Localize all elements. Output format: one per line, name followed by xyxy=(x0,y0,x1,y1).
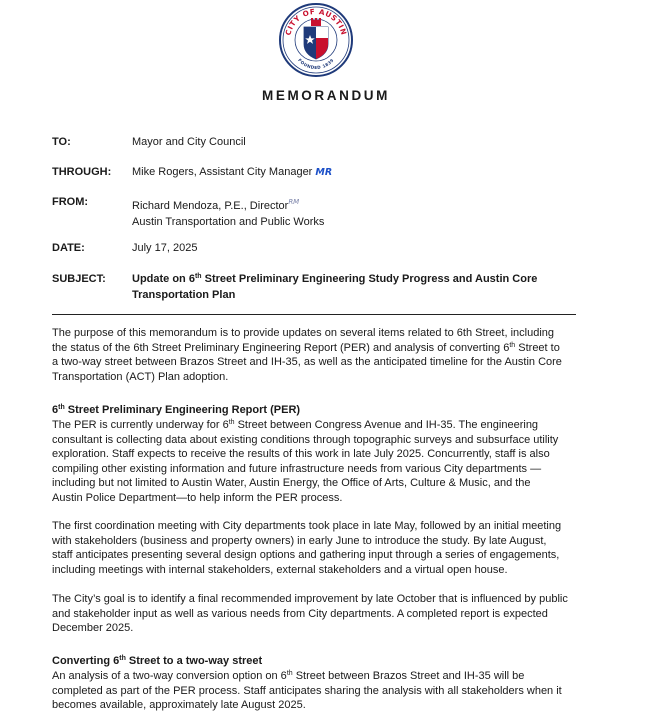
two-way-heading-sup: th xyxy=(119,655,126,662)
per-p2-line-4: including meetings with internal stakeholders, external stakeholders and a virtual open house. xyxy=(52,563,508,576)
two-way-heading-a: Converting 6 xyxy=(52,655,120,667)
two-way-line-1a: An analysis of a two-way conversion option on 6 xyxy=(52,670,287,682)
through-initials: MR xyxy=(315,167,333,178)
per-p1-line-1b: Street between Congress Avenue and IH-35. The engineering xyxy=(234,419,539,431)
from-value xyxy=(132,194,552,230)
per-p1-line-6: Austin Police Department—to help inform the PER process. xyxy=(52,491,343,504)
per-p1-line-1a: The PER is currently underway for 6 xyxy=(52,419,229,431)
two-way-sup: th xyxy=(286,670,293,677)
intro-line-2a: the status of the 6th Street Preliminary Engineering Report (PER) and analysis of converting 6 xyxy=(52,341,510,354)
per-p1-line-4: compiling other existing information and future infrastructure needs from various City departments — xyxy=(52,462,542,475)
date-label: DATE: xyxy=(52,242,85,254)
to-label: TO: xyxy=(52,136,71,148)
per-p1-line-2: consultant is collecting data about existing conditions through topographic surveys and subsurface utility xyxy=(52,433,559,446)
to-value: Mayor and City Council xyxy=(132,136,246,148)
per-paragraph-1 xyxy=(52,418,584,506)
intro-line-4: Transportation (ACT) Plan adoption. xyxy=(52,370,229,383)
per-p1-sup: th xyxy=(228,419,235,426)
two-way-paragraph xyxy=(52,669,584,713)
section-per-heading xyxy=(52,403,584,418)
date-value: July 17, 2025 xyxy=(132,242,198,254)
per-paragraph-3 xyxy=(52,592,584,636)
intro-sup: th xyxy=(509,341,516,349)
from-initials: RM xyxy=(288,198,300,206)
two-way-line-2: completed as part of the PER process. Staff anticipates sharing the analysis with all stakeholders when it xyxy=(52,684,562,697)
per-p1-line-5: including but not limited to Austin Water, Austin Energy, the Office of Arts, Culture & Music, and the xyxy=(52,477,531,490)
subject-text-c: Transportation Plan xyxy=(132,289,236,301)
from-label: FROM: xyxy=(52,196,89,208)
through-label: THROUGH: xyxy=(52,166,112,178)
two-way-line-1b: Street between Brazos Street and IH-35 will be xyxy=(292,670,525,682)
header-divider xyxy=(52,314,576,315)
per-p2-line-2: with stakeholders (business and property owners) in early June to introduce the study. By late August, xyxy=(52,534,547,547)
through-name: Mike Rogers, Assistant City Manager xyxy=(132,166,313,178)
intro-line-2b: Street to xyxy=(515,341,560,354)
per-heading-sup: th xyxy=(58,404,65,411)
two-way-heading-b: Street to a two-way street xyxy=(125,655,263,667)
intro-paragraph xyxy=(52,326,584,384)
subject-sup: th xyxy=(194,273,202,280)
intro-line-3: a two-way street between Brazos Street and IH-35, as well as the anticipated timeline for the Austin Core xyxy=(52,356,562,369)
svg-text:FOUNDED 1839: FOUNDED 1839 xyxy=(297,57,335,71)
subject-text-a: Update on 6 xyxy=(132,273,195,285)
per-p3-line-3: December 2025. xyxy=(52,622,134,635)
per-p3-line-2: and stakeholder input as well as various needs from City departments. A completed report is expected xyxy=(52,607,548,620)
section-two-way-heading xyxy=(52,654,584,669)
city-of-austin-seal xyxy=(278,2,354,78)
per-p3-line-1: The City’s goal is to identify a final recommended improvement by late October that is influenced by public xyxy=(52,593,568,605)
per-heading-b: Street Preliminary Engineering Report (PER) xyxy=(64,404,301,416)
from-name: Richard Mendoza, P.E., Director xyxy=(132,200,289,212)
intro-line-1: The purpose of this memorandum is to provide updates on several items related to 6th Street, including xyxy=(52,327,554,339)
memorandum-title: MEMORANDUM xyxy=(262,88,390,103)
per-p2-line-1: The first coordination meeting with City departments took place in late May, followed by an initial meeting xyxy=(52,520,562,532)
two-way-line-3: becomes available, approximately late August 2025. xyxy=(52,699,306,712)
per-p2-line-3: staff anticipates presenting several design options and gathering input through a series of engagements, xyxy=(52,549,560,562)
subject-value xyxy=(132,271,552,303)
subject-label: SUBJECT: xyxy=(52,273,106,285)
svg-text:CITY OF AUSTIN: CITY OF AUSTIN xyxy=(283,6,349,37)
per-p1-line-3: exploration. Staff expects to receive the results of this work in late July 2025. Concurrently, staff is also xyxy=(52,448,550,461)
through-value xyxy=(132,164,552,181)
per-paragraph-2 xyxy=(52,519,584,577)
subject-text-b: Street Preliminary Engineering Study Progress and Austin Core xyxy=(201,273,538,285)
per-heading-a: 6 xyxy=(52,404,59,416)
from-department: Austin Transportation and Public Works xyxy=(132,216,325,228)
